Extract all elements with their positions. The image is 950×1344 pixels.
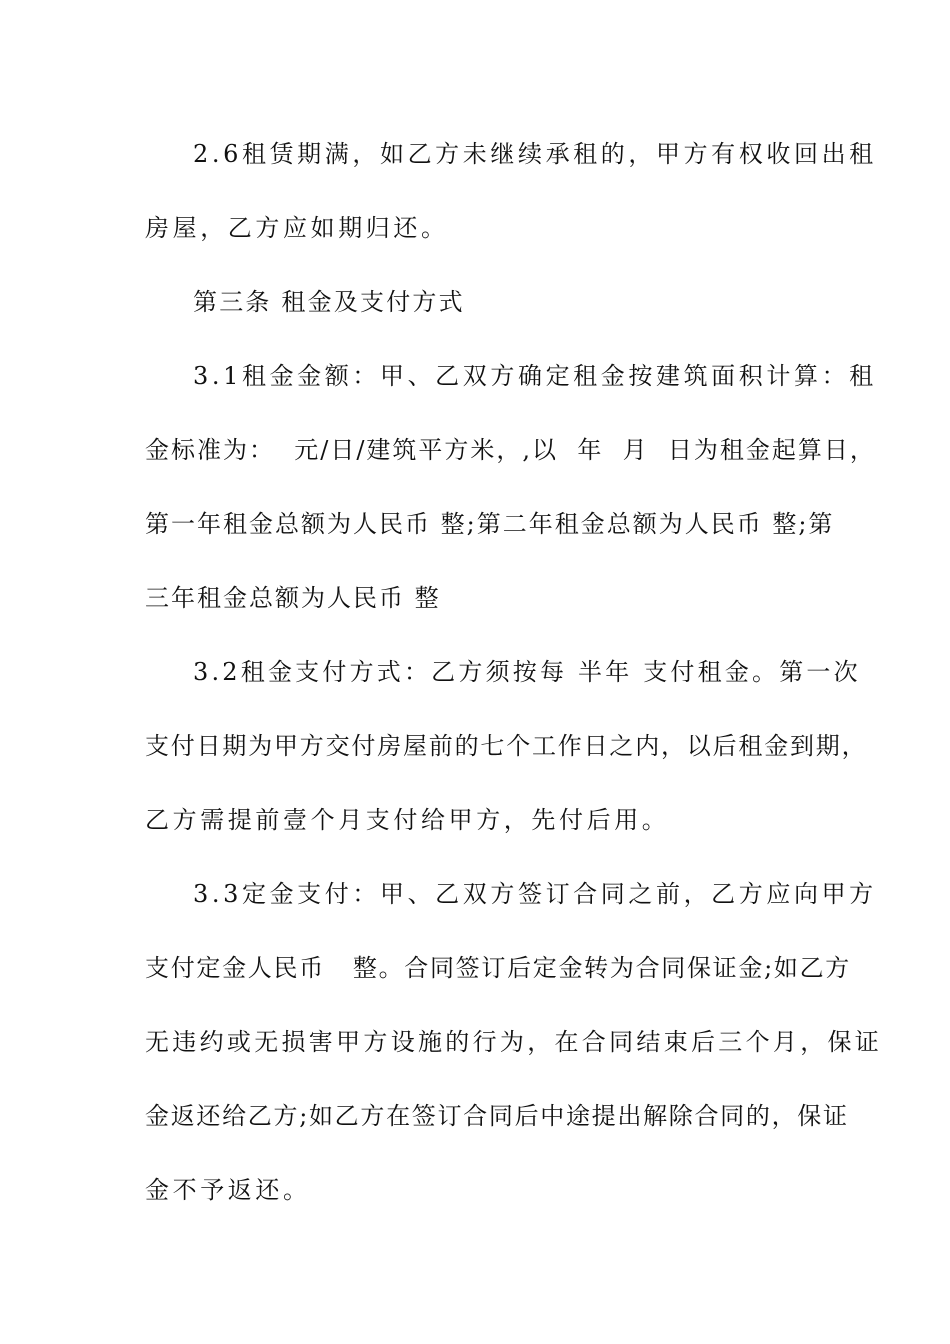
paragraph-3-1-line-1: 3.1租金金额：甲、乙双方确定租金按建筑面积计算：租: [193, 362, 877, 390]
paragraph-3-3-line-2: 支付定金人民币 整。合同签订后定金转为合同保证金;如乙方: [145, 954, 851, 982]
paragraph-3-2-line-1: 3.2租金支付方式：乙方须按每 半年 支付租金。第一次: [193, 658, 861, 686]
paragraph-2-6-line-2: 房屋，乙方应如期归还。: [145, 214, 449, 242]
paragraph-3-2-line-3: 乙方需提前壹个月支付给甲方，先付后用。: [145, 806, 670, 834]
paragraph-3-1-line-4: 三年租金总额为人民币 整: [145, 584, 441, 612]
paragraph-3-3-line-5: 金不予返还。: [145, 1176, 311, 1204]
paragraph-3-3-line-3: 无违约或无损害甲方设施的行为，在合同结束后三个月，保证: [145, 1028, 883, 1056]
paragraph-3-3-line-4: 金返还给乙方;如乙方在签订合同后中途提出解除合同的，保证: [145, 1102, 849, 1130]
paragraph-2-6-line-1: 2.6租赁期满，如乙方未继续承租的，甲方有权收回出租: [193, 140, 877, 168]
paragraph-3-1-line-2: 金标准为： 元/日/建筑平方米，,以 年 月 日为租金起算日，: [145, 436, 876, 464]
paragraph-3-3-line-1: 3.3定金支付：甲、乙双方签订合同之前，乙方应向甲方: [193, 880, 877, 908]
section-heading-article-3: 第三条 租金及支付方式: [193, 288, 465, 316]
paragraph-3-2-line-2: 支付日期为甲方交付房屋前的七个工作日之内，以后租金到期，: [145, 732, 868, 760]
paragraph-3-1-line-3: 第一年租金总额为人民币 整;第二年租金总额为人民币 整;第: [145, 510, 835, 538]
